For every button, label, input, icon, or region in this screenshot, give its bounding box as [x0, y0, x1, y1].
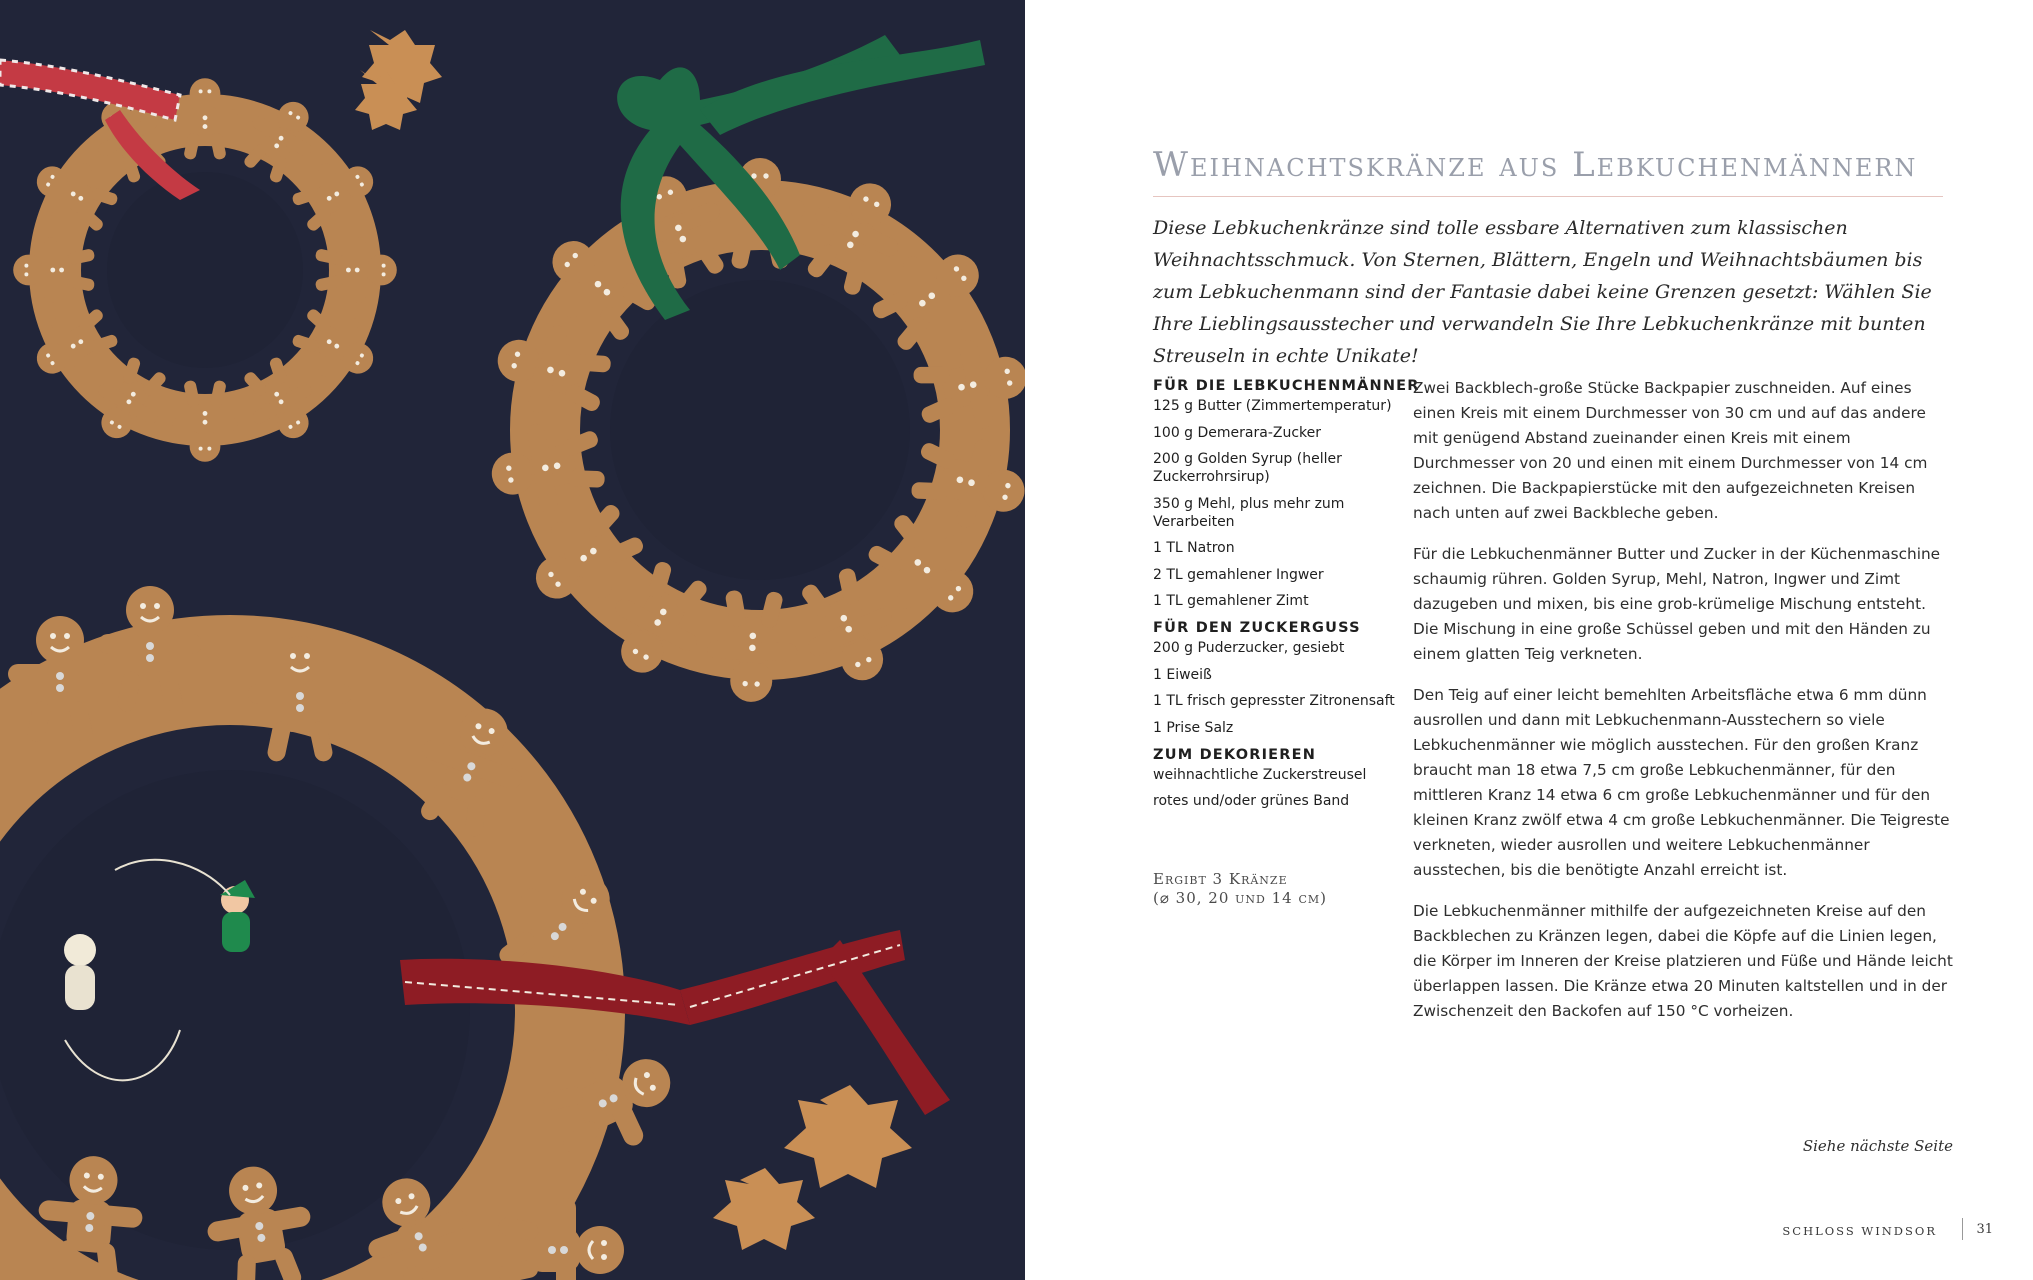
method-step: Für die Lebkuchenmänner Butter und Zucker in der Küchenmaschine schaumig rühren. Golden Syrup, Mehl, Natron, Ingwer und Zimt dazugeben und mixen, bis eine grob-krümelige Mischung entsteht. Die Mischung in eine große Schüssel geben und mit den Händen zu einem glatten Teig verkneten. [1413, 545, 1941, 663]
ingredient-item: 100 g Demerara-Zucker [1153, 424, 1322, 441]
method-step: Den Teig auf einer leicht bemehlten Arbeitsfläche etwa 6 mm dünn ausrollen und dann mit Lebkuchenmann-Ausstechern so viele Lebkuchenmänner wie möglich ausstechen. Für den großen Kranz braucht man 18 etwa 7,5 cm große Lebkuchenmänner, für den mittleren Kranz 14 etwa 6 cm große Lebkuchenmänner und für den kleinen Kranz zwölf etwa 4 cm große Lebkuchenmänner. Die Teigreste verkneten, wieder ausrollen und weitere Lebkuchenmänner ausstechen, bis die benötigte Anzahl erreicht ist. [1413, 686, 1950, 879]
ingredient-group [1153, 378, 1423, 610]
recipe-title: Weihnachtskränze aus Lebkuchenmännern [1153, 145, 1918, 185]
ingredient-item: rotes und/oder grünes Band [1153, 793, 1350, 809]
footer-divider [1962, 1218, 1963, 1240]
ingredient-group [1153, 747, 1423, 811]
recipe-method [1413, 376, 1953, 1040]
ingredient-item: 1 Prise Salz [1153, 719, 1234, 736]
ingredient-group-heading: FÜR DEN ZUCKERGUSS [1153, 620, 1361, 636]
ingredient-item: 125 g Butter (Zimmertemperatur) [1153, 398, 1392, 414]
ingredient-item: 200 g Puderzucker, gesiebt [1153, 640, 1345, 656]
ingredients-list [1153, 378, 1423, 820]
recipe-page [1025, 0, 2033, 1280]
method-step: Die Lebkuchenmänner mithilfe der aufgezeichneten Kreise auf den Backblechen zu Kränzen legen, dabei die Köpfe auf die Linien legen, die Körper im Inneren der Kreise platzieren und Füße und Hände leicht überlappen lassen. Die Kränze etwa 20 Minuten kaltstellen und in der Zwischenzeit den Backofen auf 150 °C vorheizen. [1413, 902, 1953, 1020]
ingredient-item: 1 TL gemahlener Zimt [1153, 593, 1309, 609]
ingredient-item: 1 Eiweiß [1153, 666, 1212, 683]
title-divider [1153, 196, 1943, 197]
ingredient-group-heading: ZUM DEKORIEREN [1153, 746, 1317, 763]
running-footer: SCHLOSS WINDSOR [1782, 1224, 1937, 1238]
ingredient-item: 1 TL Natron [1153, 540, 1235, 556]
yield-sizes: (⌀ 30, 20 und 14 cm) [1153, 889, 1327, 907]
ingredient-item: 1 TL frisch gepresster Zitronensaft [1153, 693, 1395, 709]
ingredient-item: 200 g Golden Syrup (heller Zuckerrohrsirup) [1153, 451, 1342, 485]
ingredient-item: 350 g Mehl, plus mehr zum Verarbeiten [1153, 495, 1345, 530]
page-number: 31 [1976, 1222, 1993, 1237]
recipe-yield [1153, 870, 1423, 908]
continued-note: Siehe nächste Seite [1802, 1137, 1953, 1155]
ingredient-group-heading: FÜR DIE LEBKUCHENMÄNNER [1153, 378, 1420, 394]
yield-amount: Ergibt 3 Kränze [1153, 870, 1288, 888]
ingredient-group [1153, 620, 1423, 737]
ingredient-item: weihnachtliche Zuckerstreusel [1153, 766, 1367, 783]
recipe-intro: Diese Lebkuchenkränze sind tolle essbare Alternativen zum klassischen Weihnachtsschmuck. Von Sternen, Blättern, Engeln und Weihnachtsbäumen bis zum Lebkuchenmann sind der Fantasie dabei keine Grenzen gesetzt: Wählen Sie Ihre Lieblingsausstecher und verwandeln Sie Ihre Lebkuchenkränze mit bunten Streuseln in echte Unikate! [1153, 217, 1932, 367]
method-step: Zwei Backblech-große Stücke Backpapier zuschneiden. Auf eines einen Kreis mit einem Durchmesser von 30 cm und auf das andere mit genügend Abstand zueinander einen Kreis mit einem Durchmesser von 20 und einen mit einem Durchmesser von 14 cm zeichnen. Die Backpapierstücke mit den aufgezeichneten Kreisen nach unten auf zwei Backbleche geben. [1413, 379, 1928, 522]
ingredient-item: 2 TL gemahlener Ingwer [1153, 566, 1324, 583]
